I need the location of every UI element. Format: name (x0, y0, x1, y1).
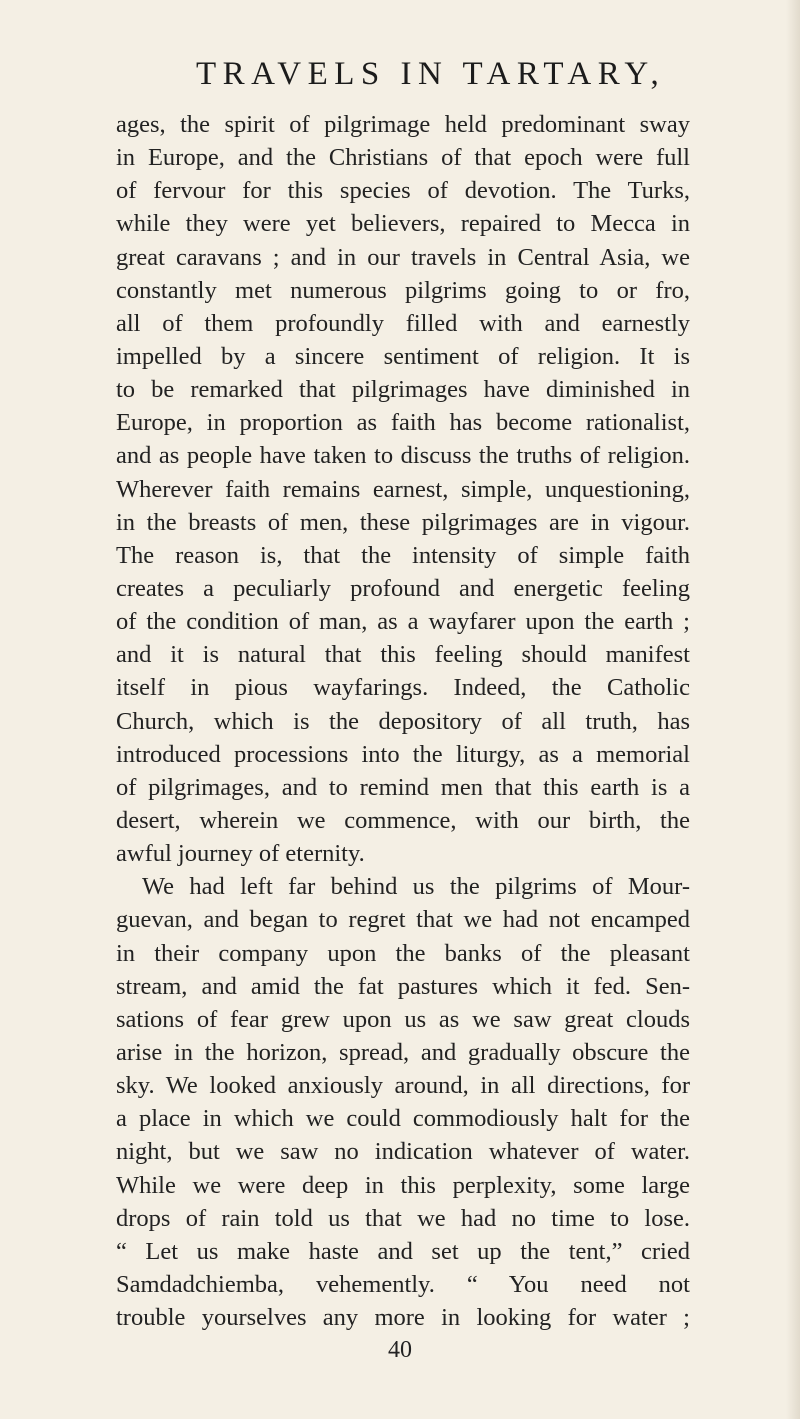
text-line: sky. We looked anxiously around, in all directions, for (116, 1072, 690, 1100)
text-line: night, but we saw no indication whatever of water. (116, 1138, 690, 1166)
body-text (116, 108, 690, 1334)
text-line: sations of fear grew upon us as we saw great clouds (116, 1005, 690, 1033)
text-line: and it is natural that this feeling should manifest (116, 641, 690, 669)
text-line: arise in the horizon, spread, and gradually obscure the (116, 1038, 690, 1066)
text-line: while they were yet believers, repaired to Mecca in (116, 210, 690, 238)
text-line: Church, which is the depository of all truth, has (116, 707, 690, 735)
text-line: of the condition of man, as a wayfarer upon the earth ; (116, 608, 690, 636)
text-line: trouble yourselves any more in looking for water ; (116, 1304, 690, 1332)
text-line: and as people have taken to discuss the truths of religion. (116, 442, 690, 470)
text-line: Wherever faith remains earnest, simple, unquestioning, (116, 475, 690, 503)
text-line: While we were deep in this perplexity, some large (116, 1171, 690, 1199)
text-line: itself in pious wayfarings. Indeed, the Catholic (116, 674, 690, 702)
text-line: ages, the spirit of pilgrimage held predominant sway (116, 111, 690, 138)
page-edge-shadow (786, 0, 800, 1419)
text-line: impelled by a sincere sentiment of religion. It is (116, 342, 690, 370)
text-line: all of them profoundly filled with and earnestly (116, 309, 690, 337)
running-head: TRAVELS IN TARTARY, (196, 56, 666, 92)
text-line: creates a peculiarly profound and energetic feeling (116, 574, 690, 602)
text-line: The reason is, that the intensity of simple faith (116, 541, 690, 569)
text-line: Samdadchiemba, vehemently. “ You need not (116, 1270, 690, 1298)
page-number: 40 (388, 1337, 412, 1363)
text-line: in their company upon the banks of the pleasant (116, 939, 690, 967)
text-line: introduced processions into the liturgy, as a memorial (116, 740, 690, 768)
text-line: a place in which we could commodiously halt for the (116, 1105, 690, 1133)
text-line: to be remarked that pilgrimages have diminished in (116, 376, 690, 404)
text-line: in the breasts of men, these pilgrimages are in vigour. (116, 508, 690, 536)
text-line: Europe, in proportion as faith has become rationalist, (116, 409, 690, 437)
paragraph-start-line: We had left far behind us the pilgrims of Mour- (142, 873, 690, 901)
text-line: great caravans ; and in our travels in Central Asia, we (116, 243, 690, 271)
text-line: “ Let us make haste and set up the tent,” cried (116, 1237, 690, 1265)
text-line: constantly met numerous pilgrims going to or fro, (116, 276, 690, 304)
text-line: in Europe, and the Christians of that epoch were full (116, 144, 690, 172)
text-line: guevan, and began to regret that we had not encamped (116, 906, 690, 934)
text-line: stream, and amid the fat pastures which it fed. Sen- (116, 972, 690, 1000)
text-line: of pilgrimages, and to remind men that this earth is a (116, 773, 690, 801)
text-line: of fervour for this species of devotion. The Turks, (116, 177, 690, 205)
text-line: drops of rain told us that we had no time to lose. (116, 1204, 690, 1232)
paragraph-end-line: awful journey of eternity. (116, 840, 365, 868)
text-line: desert, wherein we commence, with our birth, the (116, 806, 690, 834)
